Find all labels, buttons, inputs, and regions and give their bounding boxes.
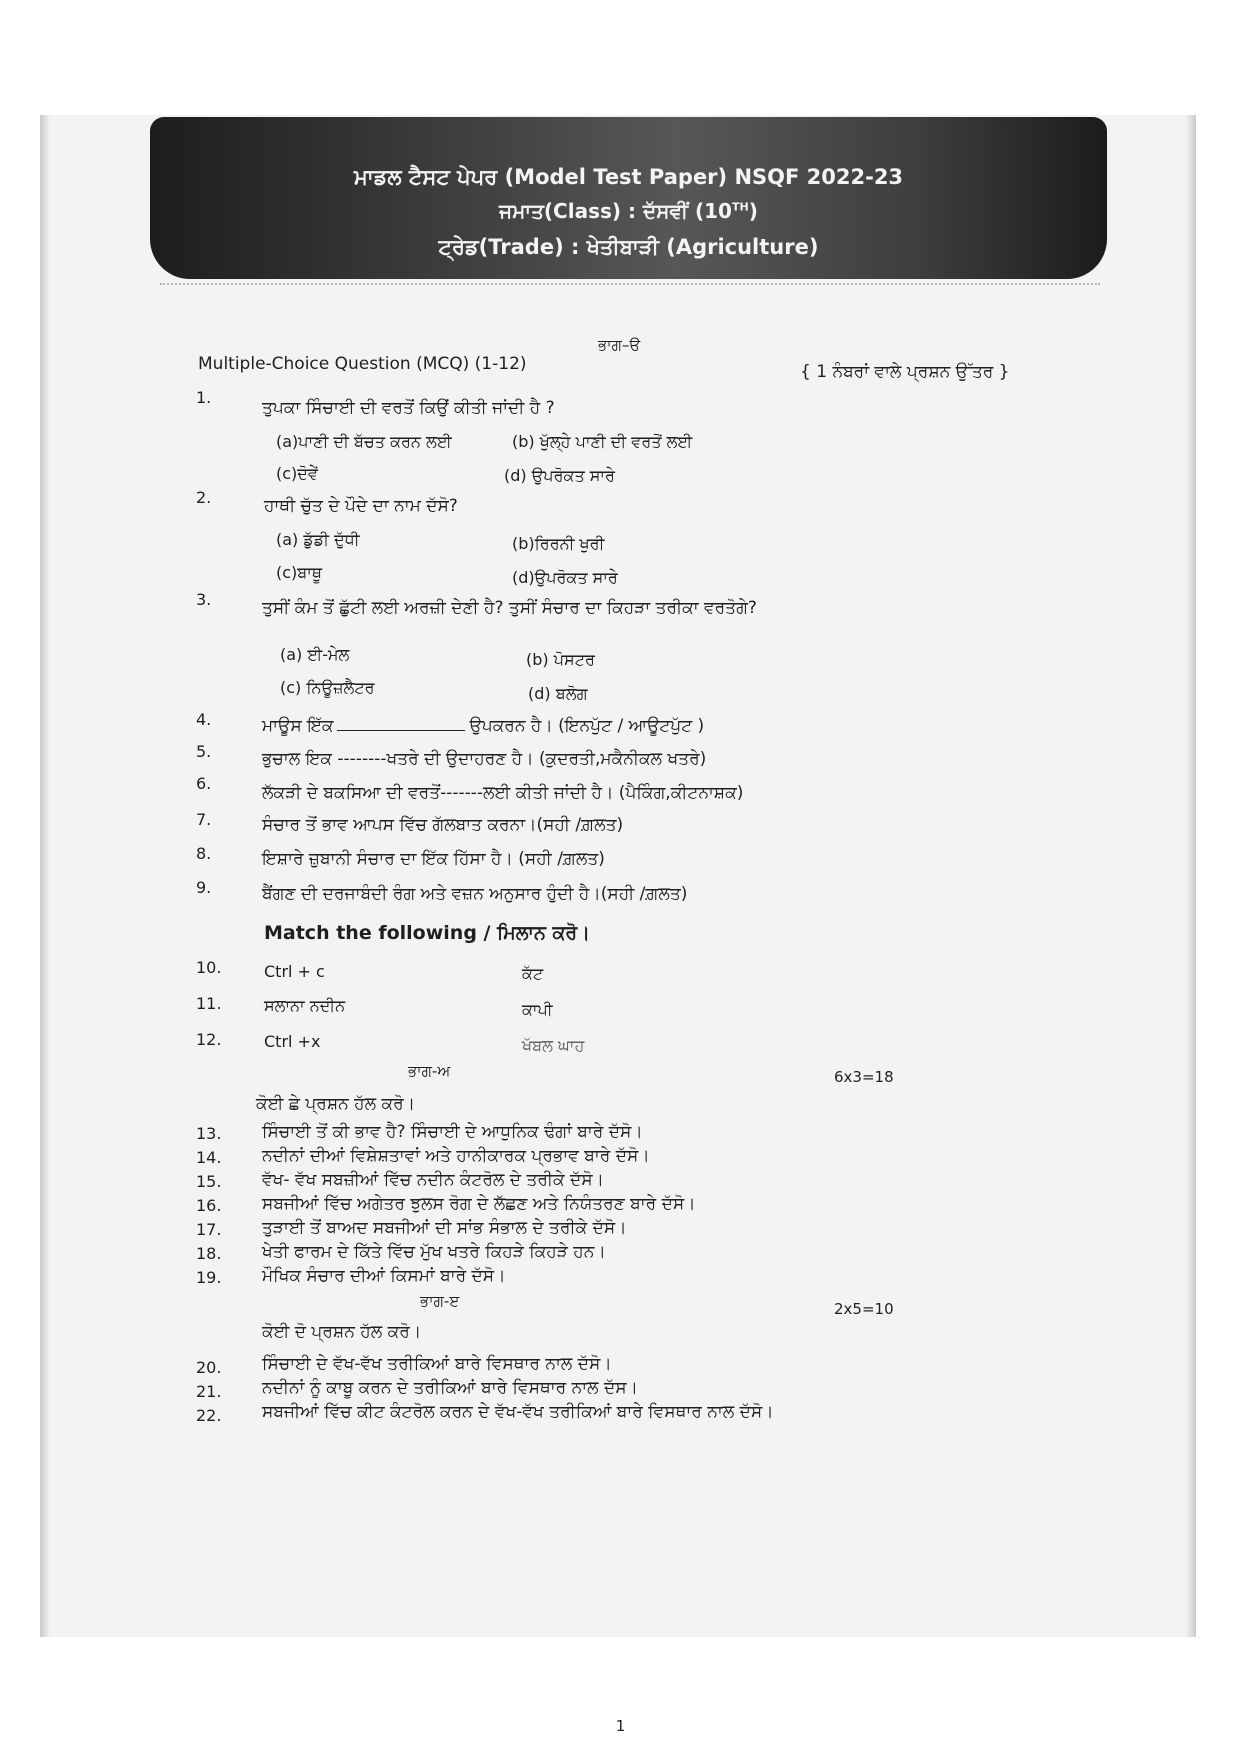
q3-option-a: (a) ਈ-ਮੇਲ <box>280 645 350 664</box>
part-c-instruction: ਕੋਈ ਦੋ ਪ੍ਰਸ਼ਨ ਹੱਲ ਕਰੋ। <box>262 1322 422 1342</box>
q21-number: 21. <box>196 1382 222 1401</box>
header-banner <box>150 117 1107 279</box>
q2-number: 2. <box>196 488 212 507</box>
q4-text <box>262 716 704 736</box>
q21-text: ਨਦੀਨਾਂ ਨੂੰ ਕਾਬੂ ਕਰਨ ਦੇ ਤਰੀਕਿਆਂ ਬਾਰੇ ਵਿਸਥਾਰ ਨਾਲ ਦੱਸ। <box>262 1378 638 1398</box>
q17-number: 17. <box>196 1220 222 1239</box>
part-b-instruction: ਕੋਈ ਛੇ ਪ੍ਰਸ਼ਨ ਹੱਲ ਕਰੋ। <box>256 1094 416 1114</box>
q8-number: 8. <box>196 844 212 863</box>
header-class-close: ) <box>748 199 758 223</box>
q3-number: 3. <box>196 590 212 609</box>
q1-option-b: (b) ਖੁੱਲ੍ਹੇ ਪਾਣੀ ਦੀ ਵਰਤੋਂ ਲਈ <box>512 432 693 451</box>
q7-text: ਸੰਚਾਰ ਤੋਂ ਭਾਵ ਆਪਸ ਵਿੱਚ ਗੱਲਬਾਤ ਕਰਨਾ।(ਸਹੀ /ਗ਼ਲਤ) <box>262 815 624 835</box>
q9-text: ਬੈਂਗਣ ਦੀ ਦਰਜਾਬੰਦੀ ਰੰਗ ਅਤੇ ਵਜ਼ਨ ਅਨੁਸਾਰ ਹੁੰਦੀ ਹੈ।(ਸਹੀ /ਗ਼ਲਤ) <box>262 884 688 904</box>
q9-number: 9. <box>196 878 212 897</box>
q20-number: 20. <box>196 1358 222 1377</box>
q16-number: 16. <box>196 1196 222 1215</box>
q16-text: ਸਬਜੀਆਂ ਵਿੱਚ ਅਗੇਤਰ ਝੁਲਸ ਰੋਗ ਦੇ ਲੱਛਣ ਅਤੇ ਨਿਯੰਤਰਣ ਬਾਰੇ ਦੱਸੋ। <box>262 1194 696 1214</box>
q12-right: ਖੱਬਲ ਘਾਹ <box>522 1036 585 1055</box>
header-class-text: ਜਮਾਤ(Class) : ਦੱਸਵੀਂ (10 <box>499 199 732 223</box>
q3-option-d: (d) ਬਲੋਗ <box>528 684 588 703</box>
q7-number: 7. <box>196 810 212 829</box>
q22-text: ਸਬਜੀਆਂ ਵਿੱਚ ਕੀਟ ਕੰਟਰੋਲ ਕਰਨ ਦੇ ਵੱਖ-ਵੱਖ ਤਰੀਕਿਆਂ ਬਾਰੇ ਵਿਸਥਾਰ ਨਾਲ ਦੱਸੋ। <box>262 1402 774 1422</box>
q1-option-d: (d) ਉਪਰੋਕਤ ਸਾਰੇ <box>504 466 615 485</box>
q14-text: ਨਦੀਨਾਂ ਦੀਆਂ ਵਿਸ਼ੇਸ਼ਤਾਵਾਂ ਅਤੇ ਹਾਨੀਕਾਰਕ ਪ੍ਰਭਾਵ ਬਾਰੇ ਦੱਸੋ। <box>262 1146 650 1166</box>
scan-edge-left <box>40 115 50 1637</box>
q19-text: ਮੌਖਿਕ ਸੰਚਾਰ ਦੀਆਂ ਕਿਸਮਾਂ ਬਾਰੇ ਦੱਸੋ। <box>262 1266 506 1286</box>
q20-text: ਸਿੰਚਾਈ ਦੇ ਵੱਖ-ਵੱਖ ਤਰੀਕਿਆਂ ਬਾਰੇ ਵਿਸਥਾਰ ਨਾਲ ਦੱਸੋ। <box>262 1354 612 1374</box>
header-trade: ਟ੍ਰੇਡ(Trade) : ਖੇਤੀਬਾੜੀ (Agriculture) <box>438 235 819 259</box>
q2-option-a: (a) ਡੁੱਡੀ ਦੁੱਧੀ <box>276 530 360 549</box>
q17-text: ਤੁੜਾਈ ਤੋਂ ਬਾਅਦ ਸਬਜੀਆਂ ਦੀ ਸਾਂਭ ਸੰਭਾਲ ਦੇ ਤਰੀਕੇ ਦੱਸੋ। <box>262 1218 627 1238</box>
q10-left: Ctrl + c <box>264 962 325 981</box>
q18-number: 18. <box>196 1244 222 1263</box>
q4-text-start: ਮਾਊਸ ਇੱਕ <box>262 716 334 736</box>
q11-number: 11. <box>196 994 222 1013</box>
header-divider <box>160 283 1100 285</box>
q18-text: ਖੇਤੀ ਫਾਰਮ ਦੇ ਕਿੱਤੇ ਵਿੱਚ ਮੁੱਖ ਖਤਰੇ ਕਿਹੜੇ ਕਿਹੜੇ ਹਨ। <box>262 1242 606 1262</box>
q5-text: ਭੁਚਾਲ ਇਕ --------ਖਤਰੇ ਦੀ ਉਦਾਹਰਣ ਹੈ। (ਕੁਦਰਤੀ,ਮਕੈਨੀਕਲ ਖਤਰੇ) <box>262 749 707 769</box>
q14-number: 14. <box>196 1148 222 1167</box>
q1-option-c: (c)ਦੋਵੇਂ <box>276 464 318 483</box>
q8-text: ਇਸ਼ਾਰੇ ਜ਼ੁਬਾਨੀ ਸੰਚਾਰ ਦਾ ਇੱਕ ਹਿੱਸਾ ਹੈ। (ਸਹੀ /ਗ਼ਲਤ) <box>262 849 605 869</box>
q10-number: 10. <box>196 958 222 977</box>
page-number: 1 <box>615 1717 626 1735</box>
q4-number: 4. <box>196 710 212 729</box>
q5-number: 5. <box>196 742 212 761</box>
part-c-marks: 2x5=10 <box>834 1300 894 1318</box>
part-b-title: ਭਾਗ-ਅ <box>408 1062 451 1080</box>
header-class-sup: TH <box>731 200 749 214</box>
q22-number: 22. <box>196 1406 222 1425</box>
q2-option-d: (d)ਉਪਰੋਕਤ ਸਾਰੇ <box>512 568 618 587</box>
q4-blank <box>337 730 465 731</box>
q6-text: ਲੱਕੜੀ ਦੇ ਬਕਸਿਆ ਦੀ ਵਰਤੋਂ-------ਲਈ ਕੀਤੀ ਜਾਂਦੀ ਹੈ। (ਪੈਕਿੰਗ,ਕੀਟਨਾਸ਼ਕ) <box>262 783 744 803</box>
q3-text: ਤੁਸੀਂ ਕੰਮ ਤੋਂ ਛੁੱਟੀ ਲਈ ਅਰਜ਼ੀ ਦੇਣੀ ਹੈ? ਤੁਸੀਂ ਸੰਚਾਰ ਦਾ ਕਿਹੜਾ ਤਰੀਕਾ ਵਰਤੋਗੇ? <box>262 598 757 618</box>
q1-option-a: (a)ਪਾਣੀ ਦੀ ਬੱਚਤ ਕਰਨ ਲਈ <box>276 432 452 451</box>
q3-option-c: (c) ਨਿਊਜ਼ਲੈਟਰ <box>280 678 375 697</box>
q11-right: ਕਾਪੀ <box>522 1000 553 1019</box>
part-a-title: ਭਾਗ–ੳ <box>598 336 641 354</box>
q6-number: 6. <box>196 774 212 793</box>
q2-option-b: (b)ਰਿਰਨੀ ਖੁਰੀ <box>512 534 605 553</box>
q13-number: 13. <box>196 1124 222 1143</box>
part-b-marks: 6x3=18 <box>834 1068 894 1086</box>
q12-left: Ctrl +x <box>264 1032 321 1051</box>
q15-number: 15. <box>196 1172 222 1191</box>
q1-text: ਤੁਪਕਾ ਸਿੰਚਾਈ ਦੀ ਵਰਤੋਂ ਕਿਉਂ ਕੀਤੀ ਜਾਂਦੀ ਹੈ ? <box>262 398 555 418</box>
scan-edge-right <box>1186 115 1196 1637</box>
match-heading: Match the following / ਮਿਲਾਨ ਕਰੋ। <box>264 922 591 944</box>
q3-option-b: (b) ਪੋਸਟਰ <box>526 650 595 669</box>
q15-text: ਵੱਖ- ਵੱਖ ਸਬਜ਼ੀਆਂ ਵਿੱਚ ਨਦੀਨ ਕੰਟਰੋਲ ਦੇ ਤਰੀਕੇ ਦੱਸੋ। <box>262 1170 605 1190</box>
q4-text-end: ਉਪਕਰਨ ਹੈ। (ਇਨਪੁੱਟ / ਆਊਟਪੁੱਟ ) <box>469 716 705 736</box>
q10-right: ਕੱਟ <box>522 964 544 983</box>
q1-number: 1. <box>196 388 212 407</box>
part-c-title: ਭਾਗ-ੲ <box>420 1292 460 1310</box>
q2-text: ਹਾਥੀ ਚੁੱਤ ਦੇ ਪੌਦੇ ਦਾ ਨਾਮ ਦੱਸੋ? <box>264 496 458 516</box>
q2-option-c: (c)ਬਾਥੂ <box>276 563 322 582</box>
q11-left: ਸਲਾਨਾ ਨਦੀਨ <box>264 996 346 1015</box>
header-title: ਮਾਡਲ ਟੈਸਟ ਪੇਪਰ (Model Test Paper) NSQF 2022-23 <box>353 165 904 189</box>
mcq-heading: Multiple-Choice Question (MCQ) (1-12) <box>198 354 527 374</box>
q12-number: 12. <box>196 1030 222 1049</box>
marks-note: { 1 ਨੰਬਰਾਂ ਵਾਲੇ ਪ੍ਰਸ਼ਨ ਉੱਤਰ } <box>800 362 1010 382</box>
header-class <box>150 199 1107 223</box>
q19-number: 19. <box>196 1268 222 1287</box>
q13-text: ਸਿੰਚਾਈ ਤੋਂ ਕੀ ਭਾਵ ਹੈ? ਸਿੰਚਾਈ ਦੇ ਆਧੁਨਿਕ ਢੰਗਾਂ ਬਾਰੇ ਦੱਸੋ। <box>262 1122 643 1142</box>
